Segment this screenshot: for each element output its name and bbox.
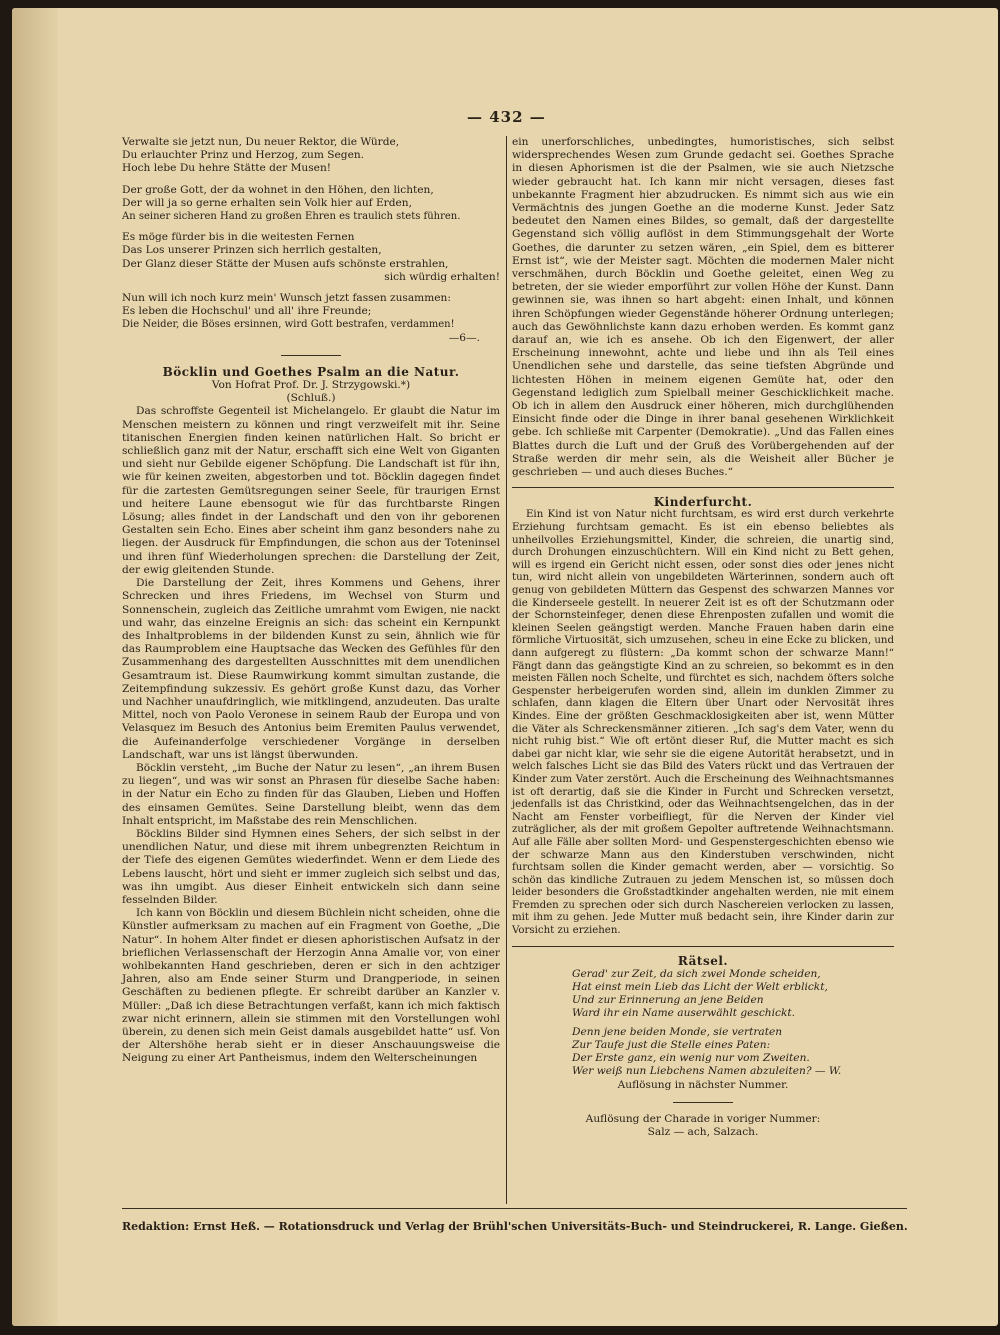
footer-rule bbox=[122, 1208, 907, 1209]
riddle-poem bbox=[572, 968, 894, 1079]
article-paragraph: Böcklin versteht, „im Buche der Natur zu lesen“, „an ihrem Busen zu liegen“, und was wir sonst an Phrasen für dieselbe Sache haben: in der Natur ein Echo zu finden für das Glauben, Lieben und Hoffen des einsamen Gemütes. Seine Darstellung bleibt, wenn das dem Inhalt entspricht, im Maßstabe des rein Menschlichen. bbox=[122, 761, 500, 827]
article-author: Von Hofrat Prof. Dr. J. Strzygowski.*) bbox=[211, 379, 411, 392]
article-continuation: ein unerforschliches, unbedingtes, humoristisches, sich selbst widersprechendes Wesen zum Grunde gedacht sei. Goethes Sprache in diesen Aphorismen ist die der Psalmen, wie sie auch Nietzsche wieder gebraucht hat. Ich kann mir nicht versagen, dieses fast unbekannte Fragment hier abzudrucken. Es nimmt sich aus wie ein Vermächtnis des jungen Goethe an die moderne Kunst. Jeder Satz bedeutet den Namen eines Bildes, so gemalt, daß der dargestellte Gegenstand sich völlig auflöst in dem Stimmungsgehalt der Worte Goethes, die darunter zu setzen wären, „ein Spiel, dem es bitterer Ernst ist“, wie der Meister sagt. Möchten die modernen Maler nicht verschmähen, durch Böcklin und Goethe geleitet, einen Weg zu betreten, der sie wieder emporführt zur vollen Höhe der Kunst. Dann gewinnen sie, was ihnen so hart abgeht: einen Inhalt, und können ihren Schöpfungen wieder Gegenstände höherer Ordnung unterlegen; auch das Gewöhnlichste kann dazu erhoben werden. Es kommt ganz darauf an, wie ich es ansehe. Ob ich den Eigenwert, der aller Erscheinung innewohnt, achte und liebe und ihn als Teil eines Unendlichen sehe und darstelle, das seine tiefsten Abgründe und lichtesten Höhen in meinem eigenen Gemüte hat, oder den Gegenstand lediglich zum Spielball meiner Geschicklichkeit mache. Ob ich in allem den Ausdruck einer höheren, mich durchglühenden Einsicht finde oder die Dinge in ihrer banal gesehenen Wirklichkeit gebe. Ich schließe mit Carpenter (Demokratie). „Und das Fallen eines Blattes durch die Luft und der Gruß des Vorübergehenden auf der Straße werden dir mehr sein, als die Weisheit aller Bücher je geschrieben — und auch dieses Buches.“ bbox=[512, 136, 894, 479]
poem-line: Hoch lebe Du hehre Stätte der Musen! bbox=[122, 162, 332, 175]
divider bbox=[512, 946, 894, 947]
poem-line: Der Glanz dieser Stätte der Musen aufs schönste erstrahlen, bbox=[122, 257, 449, 270]
riddle-line: Und zur Erinnerung an jene Beiden bbox=[572, 994, 764, 1007]
poem-line: Es möge fürder bis in die weitesten Fernen bbox=[122, 231, 355, 244]
article-paragraph: Das schroffste Gegenteil ist Michelangelo. Er glaubt die Natur im Menschen meistern zu können und ringt verzweifelt mit ihr. Seine titanischen Energien finden keinen natürlichen Halt. So bricht er schließlich ganz mit der Natur, erschafft sich eine Welt von Giganten und sieht nur Gebilde eigener Schöpfung. Die Landschaft ist für ihn, wie für keinen zweiten, abgestorben und tot. Böcklin dagegen findet für die zartesten Gemütsregungen seiner Seele, für traurigen Ernst und heitere Laune ebensogut wie für das furchtbarste Ringen Lösung; alles findet in der Landschaft und den von ihr geborenen Gestalten sein Echo. Eines aber scheint ihm ganz besonders nahe zu liegen. der Ausdruck für Empfindungen, die schon aus der Toteninsel und ihren fünf Wiederholungen sprechen: die Darstellung der Zeit, der ewig gleitenden Stunde. bbox=[122, 405, 500, 576]
riddle-line: Gerad' zur Zeit, da sich zwei Monde scheiden, bbox=[572, 967, 821, 980]
riddle-line: Wer weiß nun Liebchens Namen abzuleiten? — W. bbox=[572, 1065, 842, 1078]
poem bbox=[122, 136, 500, 345]
article-paragraph: Böcklins Bilder sind Hymnen eines Sehers, der sich selbst in der unendlichen Natur, und diese mit ihrem unbegrenzten Reichtum in der Tiefe des eigenen Gemütes wiederfindet. Wenn er dem Liede des Lebens lauscht, hört und sieht er immer zugleich sich selbst und das, was ihn umgibt. Aus dieser Einheit entwickeln sich dann seine fesselnden Bilder. bbox=[122, 827, 500, 906]
poem-line: An seiner sicheren Hand zu großen Ehren es traulich stets führen. bbox=[122, 211, 461, 223]
poem-signature: —6—. bbox=[448, 331, 480, 344]
poem-line: Das Los unserer Prinzen sich herrlich gestalten, bbox=[122, 244, 382, 257]
riddle-line: Hat einst mein Lieb das Licht der Welt erblickt, bbox=[572, 981, 828, 994]
raetsel-title: Rätsel. bbox=[677, 953, 729, 968]
left-column bbox=[122, 136, 500, 1066]
riddle-solution-note: Auflösung in nächster Nummer. bbox=[617, 1078, 789, 1091]
page-number: — 432 — bbox=[467, 108, 546, 126]
poem-line: Der große Gott, der da wohnet in den Höhen, den lichten, bbox=[122, 183, 434, 196]
poem-line: Nun will ich noch kurz mein' Wunsch jetzt fassen zusammen: bbox=[122, 292, 451, 305]
prev-solution-label: Auflösung der Charade in voriger Nummer: bbox=[585, 1112, 821, 1125]
divider bbox=[673, 1102, 733, 1103]
poem-line: Der will ja so gerne erhalten sein Volk hier auf Erden, bbox=[122, 196, 412, 209]
poem-line: Verwalte sie jetzt nun, Du neuer Rektor, die Würde, bbox=[122, 136, 400, 148]
prev-solution-answer: Salz — ach, Salzach. bbox=[647, 1125, 759, 1138]
divider bbox=[512, 487, 894, 488]
riddle-line: Zur Taufe just die Stelle eines Paten: bbox=[572, 1038, 771, 1051]
imprint: Redaktion: Ernst Heß. — Rotationsdruck und Verlag der Brühl'schen Universitäts-Buch- und Steindruckerei, R. Lange. Gießen. bbox=[122, 1220, 908, 1233]
riddle-line: Denn jene beiden Monde, sie vertraten bbox=[572, 1025, 783, 1038]
poem-line: sich würdig erhalten! bbox=[384, 270, 500, 283]
column-rule bbox=[506, 136, 507, 1204]
poem-line: Du erlauchter Prinz und Herzog, zum Segen. bbox=[122, 149, 365, 162]
divider bbox=[281, 355, 341, 356]
article-paragraph: Ich kann von Böcklin und diesem Büchlein nicht scheiden, ohne die Künstler aufmerksam zu machen auf ein Fragment von Goethe, „Die Natur“. In hohem Alter findet er diesen aphoristischen Aufsatz in der brieflichen Verlassenschaft der Herzogin Anna Amalie vor, von einer wohlbekannten Hand geschrieben, deren er sich in den achtziger Jahren, also am Ende seiner Sturm und Drangperiode, in seinen Geschäften zu bedienen pflegte. Er schreibt darüber an Kanzler v. Müller: „Daß ich diese Betrachtungen verfaßt, kann ich mich faktisch zwar nicht erinnern, allein sie stimmen mit den Vorstellungen wohl überein, zu denen sich mein Geist damals ausgebildet hatte“ usf. Von der Altershöhe herab sieht er in dieser Anschauungsweise die Neigung zu einer Art Pantheismus, indem den Welterscheinungen bbox=[122, 907, 500, 1065]
article-paragraph: Die Darstellung der Zeit, ihres Kommens und Gehens, ihrer Schrecken und ihres Friedens, im Wechsel von Sturm und Sonnenschein, zugleich das Zeitliche umrahmt vom Ewigen, nie nackt und wahr, das einzelne Ereignis an sich: das scheint ein Kernpunkt des Inhaltproblems in der bildenden Kunst zu sein, ähnlich wie für das Raumproblem eine Hauptsache das Wecken des Gefühles für den Zusammenhang des dargestellten Ausschnittes mit dem unendlichen Gesamtraum ist. Diese Raumwirkung kommt simultan zustande, die Zeitempfindung sukzessiv. Es gehört große Kunst dazu, das Vorher und Nachher unaufdringlich, wie mitklingend, anzudeuten. Das uralte Mittel, noch von Paolo Veronese in seinem Raub der Europa und von Velasquez im Besuch des Antonius beim Eremiten Paulus verwendet, die Aufeinanderfolge verschiedener Vorgänge in derselben Landschaft, war uns ist längst überwunden. bbox=[122, 577, 500, 761]
riddle-line: Der Erste ganz, ein wenig nur vom Zweiten. bbox=[572, 1052, 810, 1065]
kinder-text: Ein Kind ist von Natur nicht furchtsam, es wird erst durch verkehrte Erziehung furchtsam gemacht. Es ist ein ebenso beliebtes als unheilvolles Erziehungsmittel, Kinder, die schreien, die unartig sind, durch Drohungen einzuschüchtern. Will ein Kind nicht zu Bett gehen, will es irgend ein Gericht nicht essen, oder sonst dies oder jenes nicht tun, wird nicht allein von ungebildeten Wärterinnen, sondern auch oft genug von gebildeten Müttern das Gespenst des schwarzen Mannes vor die Kinderseele gestellt. In neuerer Zeit ist es oft der Schutzmann oder der Schornsteinfeger, denen diese Ehrenposten zufallen und womit die kleinen Seelen geängstigt werden. Manche Frauen haben darin eine förmliche Virtuosität, sich umzusehen, scheu in eine Ecke zu blicken, und dann aufgeregt zu flüstern: „Da kommt schon der schwarze Mann!“ Fängt dann das geängstigte Kind an zu schreien, so bekommt es in den meisten Fällen noch Schelte, und fürchtet es sich, nachdem öfters solche Gespenster herbeigerufen worden sind, allein im dunklen Zimmer zu schlafen, dann klagen die Eltern über Unart oder Nervosität ihres Kindes. Eine der größten Geschmacklosigkeiten aber ist, wenn Mütter die Väter als Schreckensmänner zitieren. „Ich sag's dem Vater, wenn du nicht ruhig bist.“ Wie oft ertönt dieser Ruf, die Mutter macht es sich dabei gar nicht klar, wie sehr sie die eigene Autorität herabsetzt, und in welch falsches Licht sie das Bild des Vaters rückt und das Vertrauen der Kinder zum Vater zerstört. Auch die Erscheinung des Weihnachtsmannes ist oft derartig, daß sie die Kinder in Furcht und Schrecken versetzt, jedenfalls ist das Christkind, oder das Weihnachtsengelchen, das in der Nacht am Fenster vorbeifliegt, für die Nerven der Kinder viel zuträglicher, als der mit großem Gepolter auftretende Weihnachtsmann. Auf alle Fälle aber sollten Mord- und Gespenstergeschichten ebenso wie der schwarze Mann aus den Kinderstuben verschwinden, nicht furchtsam sollen die Kinder gemacht werden, aber — vorsichtig. So schön das kindliche Zutrauen zu jedem Menschen ist, so müssen doch leider besonders die Großstadtkinder angehalten werden, nie mit einem Fremden zu sprechen oder sich durch Naschereien verlocken zu lassen, mit ihm zu gehen. Jede Mutter muß bedacht sein, ihre Kinder darin zur Vorsicht zu erziehen. bbox=[512, 509, 894, 937]
newspaper-page bbox=[12, 8, 998, 1326]
riddle-line: Ward ihr ein Name auserwählt geschickt. bbox=[572, 1007, 795, 1020]
right-column bbox=[512, 136, 894, 1139]
poem-line: Die Neider, die Böses ersinnen, wird Gott bestrafen, verdammen! bbox=[122, 319, 455, 331]
poem-line: Es leben die Hochschul' und all' ihre Freunde; bbox=[122, 305, 372, 318]
article-title: Böcklin und Goethes Psalm an die Natur. bbox=[162, 364, 460, 379]
kinder-title: Kinderfurcht. bbox=[653, 495, 753, 510]
article-note: (Schluß.) bbox=[286, 392, 336, 405]
